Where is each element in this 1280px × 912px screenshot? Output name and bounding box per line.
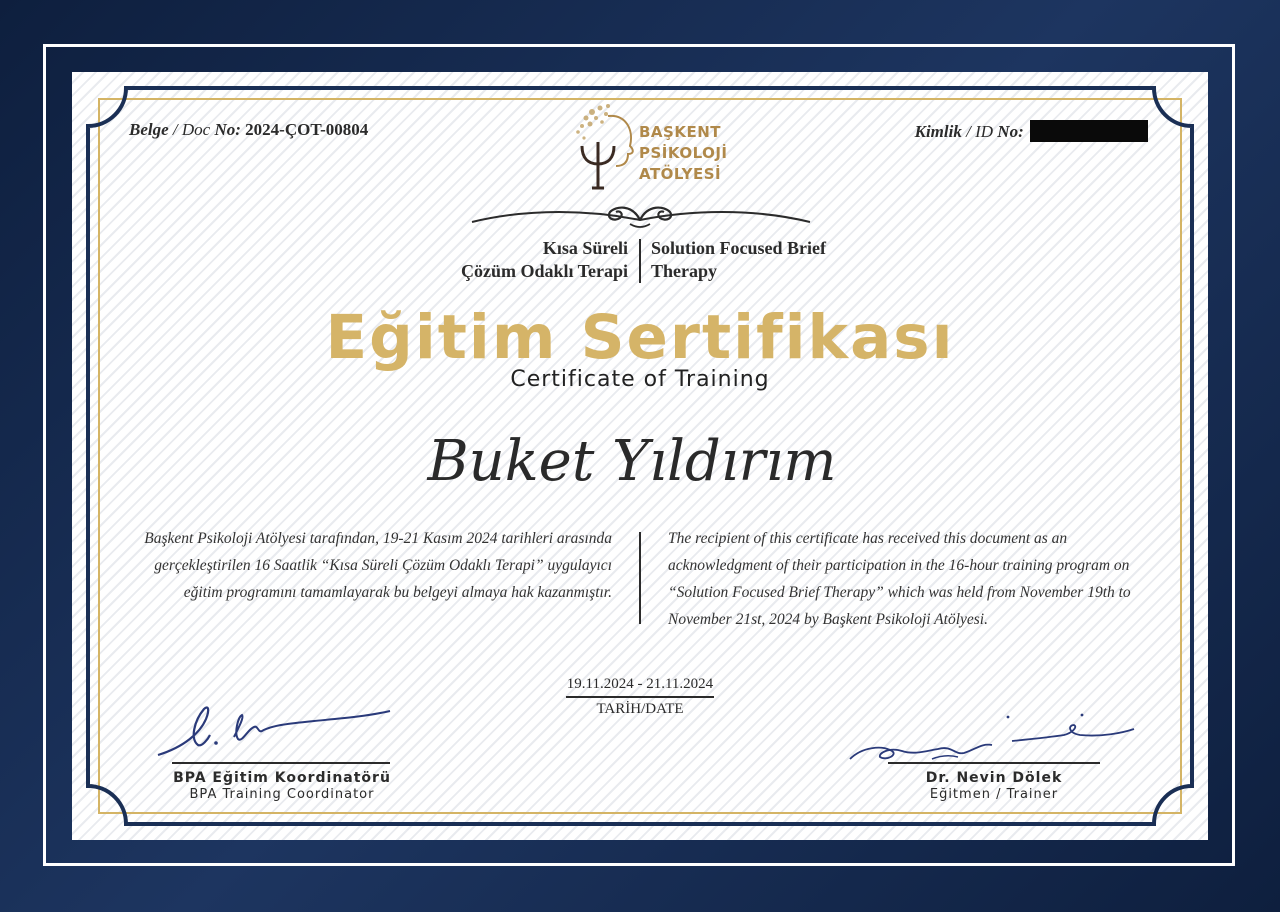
logo-line-2: PSİKOLOJİ	[639, 144, 728, 162]
date-underline	[566, 696, 714, 698]
doc-label-tr: Belge	[129, 120, 169, 139]
program-divider	[639, 239, 641, 283]
coordinator-title: BPA Eğitim Koordinatörü	[173, 770, 391, 786]
trainer-signature-line	[888, 762, 1100, 764]
logo-line-3: ATÖLYESİ	[639, 165, 722, 183]
body-text-en: The recipient of this certificate has received this document as an acknowledgment of their participation in the 16-hour training program on “Solution Focused Brief Therapy” which was held from November 19th to November 21st, 2024 by Başkent Psikoloji Atölyesi.	[668, 530, 1131, 628]
doc-no-label: No:	[210, 120, 246, 139]
certificate-title: Eğitim Sertifikası	[325, 302, 955, 373]
coordinator-subtitle: BPA Training Coordinator	[189, 787, 375, 802]
doc-label-en: Doc	[181, 120, 211, 139]
id-no-label: No:	[993, 122, 1028, 141]
program-en-line-2: Therapy	[651, 261, 718, 281]
id-number	[915, 120, 1148, 142]
doc-number-value: 2024-ÇOT-00804	[245, 120, 369, 139]
logo-line-1: BAŞKENT	[639, 123, 722, 141]
trainer-subtitle: Eğitmen / Trainer	[929, 787, 1059, 802]
program-en-line-1: Solution Focused Brief	[651, 238, 827, 258]
id-label-en: ID	[975, 122, 994, 141]
program-name-tr	[461, 237, 628, 283]
coordinator-signature	[154, 687, 394, 762]
program-tr-line-2: Çözüm Odaklı Terapi	[460, 261, 628, 281]
body-divider	[639, 532, 641, 624]
program-name-en	[651, 237, 826, 283]
body-text-tr: Başkent Psikoloji Atölyesi tarafından, 19-21 Kasım 2024 tarihleri arasında gerçekleştirilen 16 Saatlik “Kısa Süreli Çözüm Odaklı Terapi” uygulayıcı eğitim programını tamamlayarak bu belgeyi almaya hak kazanmıştır.	[144, 530, 612, 601]
certificate-subtitle: Certificate of Training	[510, 367, 770, 392]
certificate-paper	[72, 72, 1208, 840]
trainer-signature	[842, 705, 1142, 775]
coordinator-signature-line	[172, 762, 390, 764]
id-label-sep: /	[961, 122, 976, 141]
recipient-name-script: Buket Yıldırım	[427, 429, 837, 494]
doc-label-sep: /	[168, 120, 182, 139]
date-range: 19.11.2024 - 21.11.2024	[566, 676, 714, 692]
ornament-flourish-icon	[470, 200, 812, 234]
program-tr-line-1: Kısa Süreli	[542, 238, 628, 258]
trainer-name: Dr. Nevin Dölek	[925, 770, 1063, 786]
recipient-name	[392, 420, 872, 510]
date-label: TARİH/DATE	[596, 701, 684, 717]
logo-wordmark	[639, 122, 728, 185]
id-label-tr: Kimlik	[914, 122, 962, 141]
redaction-box	[1030, 120, 1148, 142]
doc-number	[129, 120, 368, 140]
